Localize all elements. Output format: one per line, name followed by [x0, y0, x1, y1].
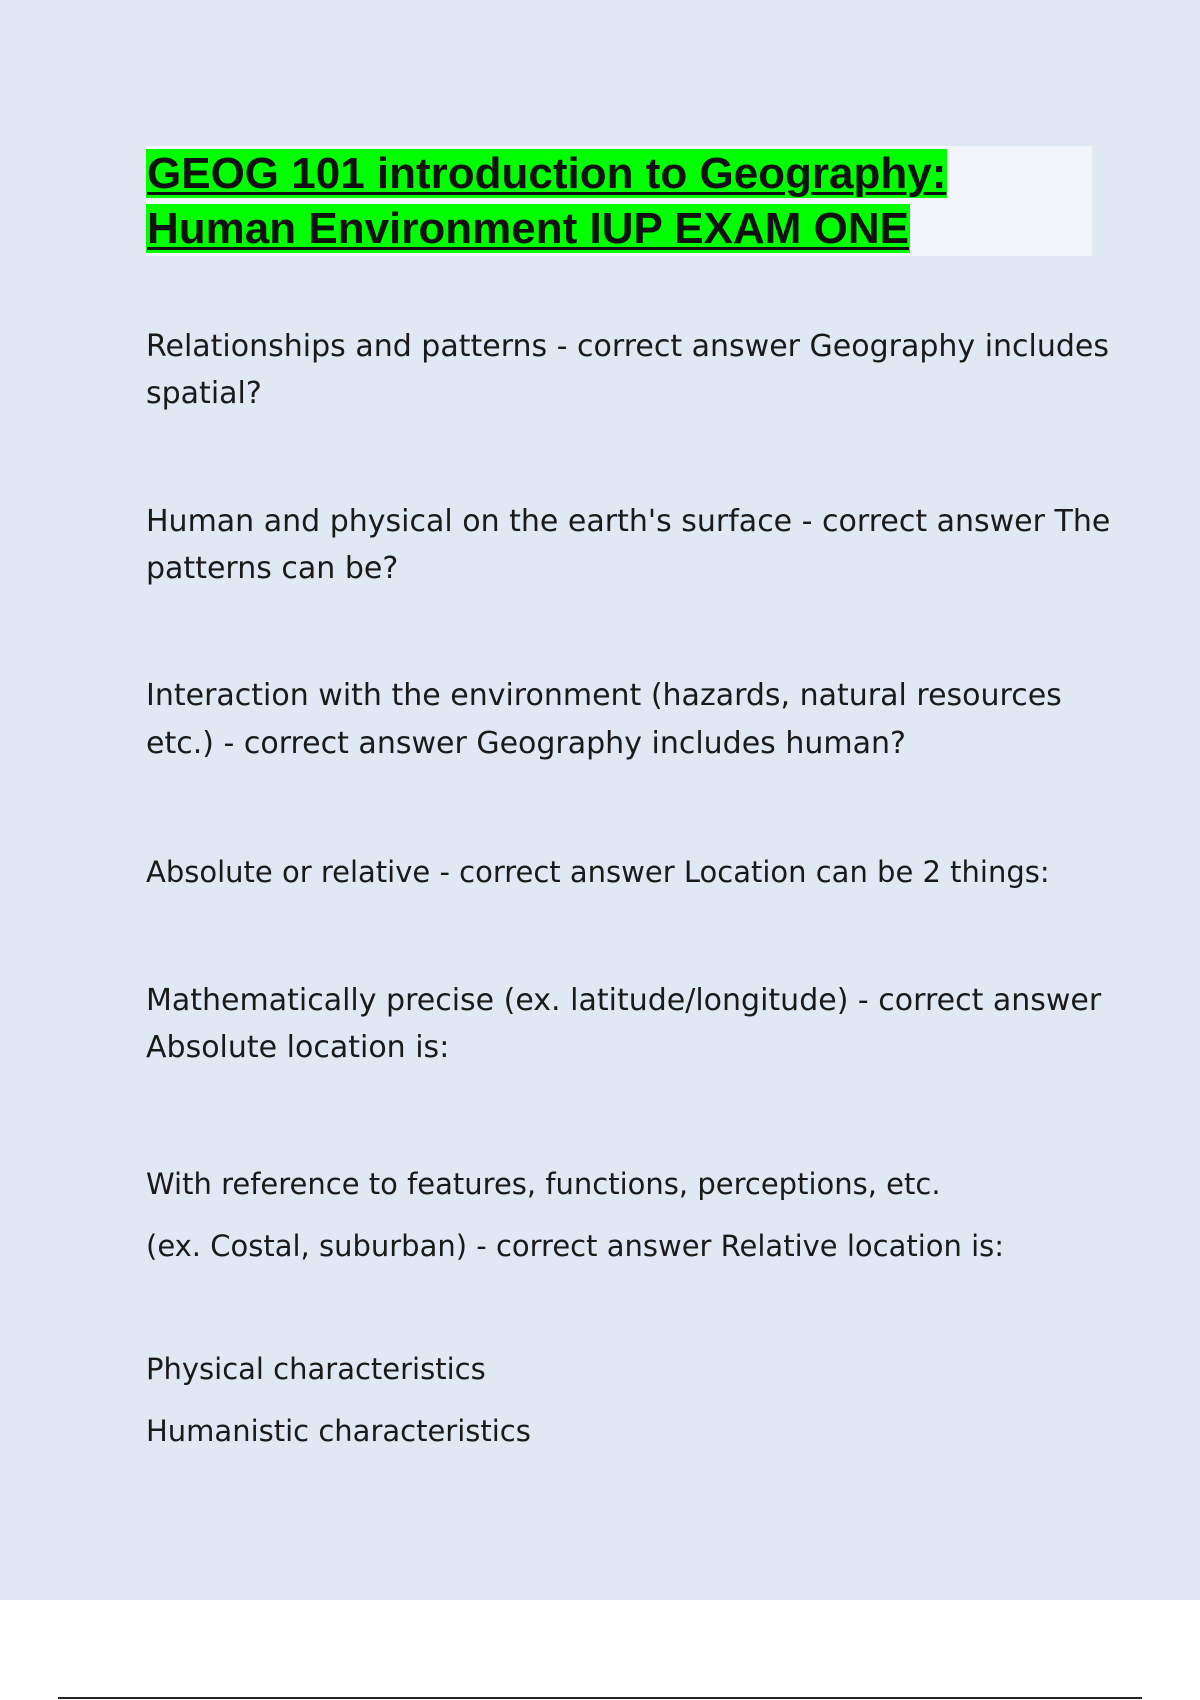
qa-text-line: Mathematically precise (ex. latitude/longitude) - correct answer: [146, 983, 1102, 1018]
qa-text-line: spatial?: [146, 376, 262, 411]
qa-text-line: With reference to features, functions, perceptions, etc.: [146, 1167, 941, 1201]
qa-entry-5: [146, 977, 1102, 1071]
qa-text-line: Physical characteristics: [146, 1352, 486, 1386]
footer-divider: [58, 1697, 1142, 1699]
qa-text-line: Human and physical on the earth's surface - correct answer The: [146, 504, 1111, 539]
qa-text-line: etc.) - correct answer Geography includes human?: [146, 726, 906, 761]
qa-text-line: Interaction with the environment (hazards, natural resources: [146, 678, 1062, 713]
qa-entry-6: [146, 1153, 1096, 1277]
qa-entry-2: [146, 498, 1111, 592]
qa-entry-1: [146, 323, 1110, 417]
title-highlight: GEOG 101 introduction to Geography:: [147, 149, 947, 198]
qa-text-line: Humanistic characteristics: [146, 1414, 531, 1448]
qa-text-line: patterns can be?: [146, 551, 399, 586]
document-title-line-1: [146, 146, 947, 201]
qa-entry-7: [146, 1338, 1096, 1462]
qa-text-line: Absolute location is:: [146, 1030, 450, 1065]
qa-text-line: Absolute or relative - correct answer Location can be 2 things:: [146, 855, 1050, 889]
qa-text-line: Relationships and patterns - correct answer Geography includes: [146, 329, 1110, 364]
qa-text-line: (ex. Costal, suburban) - correct answer Relative location is:: [146, 1229, 1005, 1263]
qa-entry-3: [146, 672, 1096, 768]
title-highlight: Human Environment IUP EXAM ONE: [147, 204, 909, 253]
document-title-line-2: [146, 201, 910, 256]
qa-entry-4: [146, 849, 1096, 896]
